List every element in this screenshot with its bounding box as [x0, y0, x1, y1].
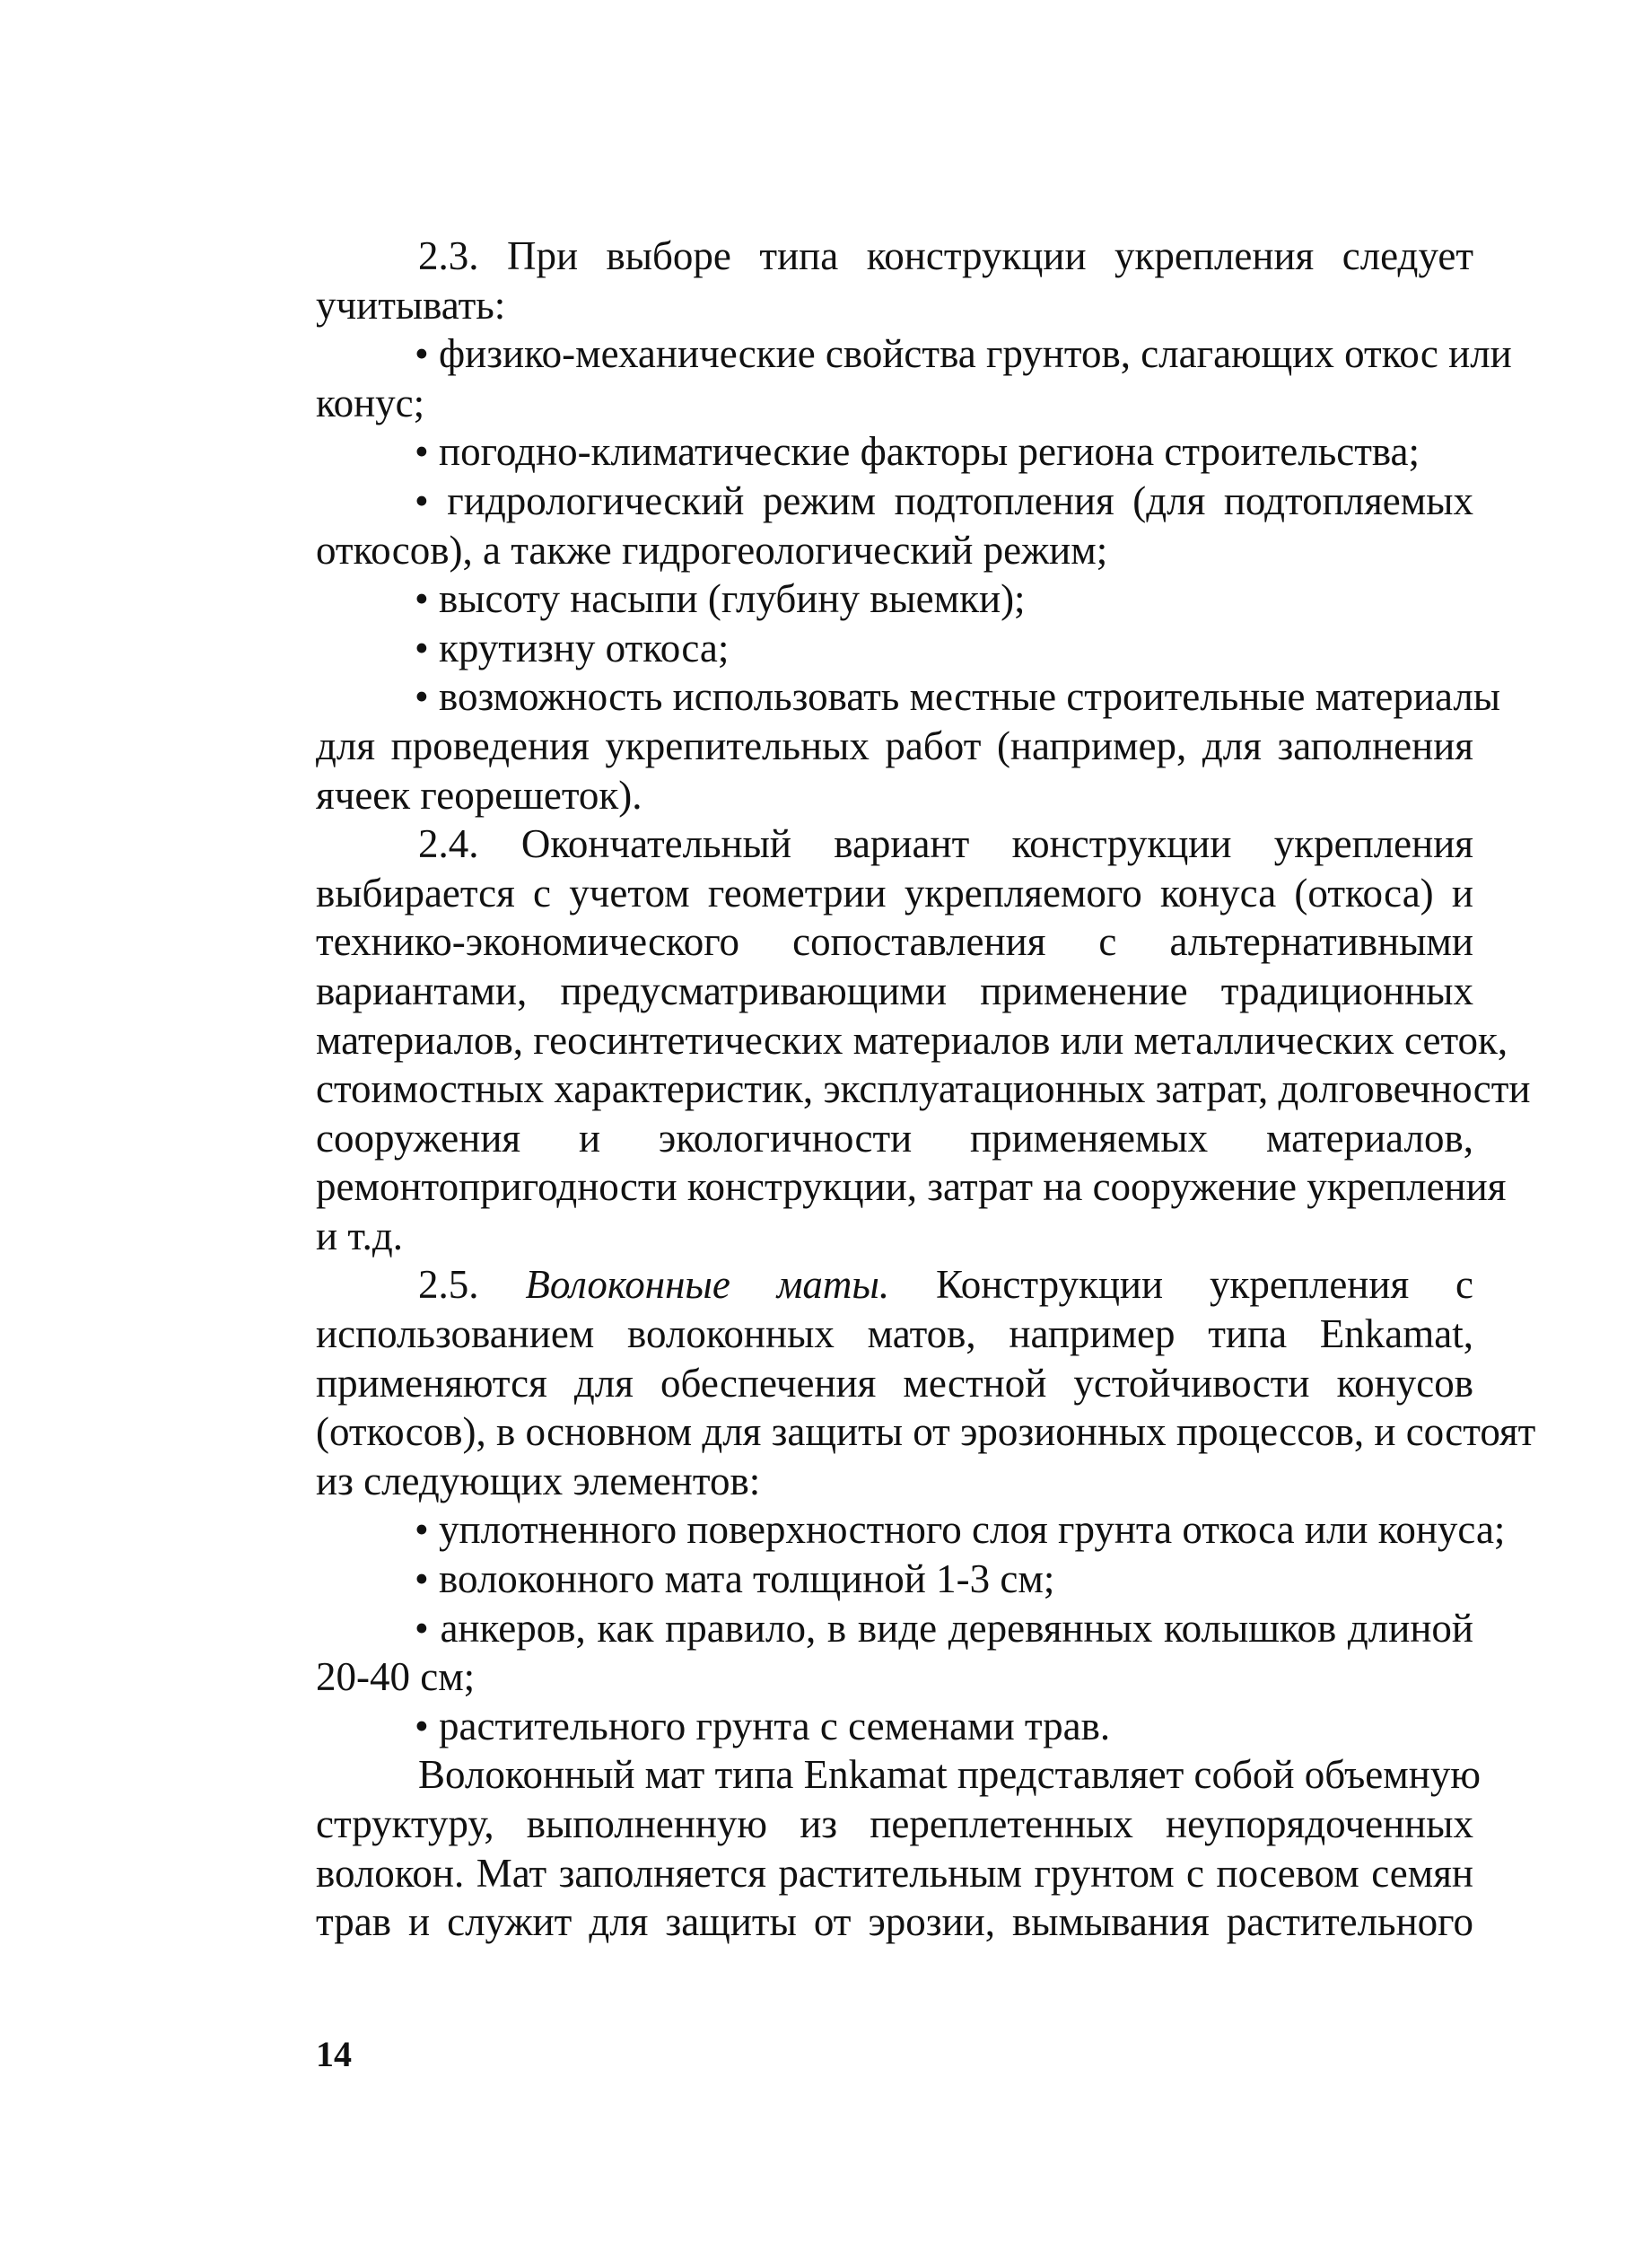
paragraph-2-3 — [316, 232, 1473, 329]
page-body — [316, 232, 1536, 1947]
list-item: • крутизну откоса; — [415, 625, 730, 670]
text-line: для проведения укрепительных работ (например, для заполнения — [316, 723, 1473, 768]
text-line — [316, 1260, 1473, 1310]
text-line: ремонтопригодности конструкции, затрат на сооружение укрепления — [316, 1164, 1507, 1210]
list-item: • уплотненного поверхностного слоя грунта откоса или конуса; — [415, 1507, 1506, 1553]
text-line: сооружения и экологичности применяемых материалов, — [316, 1115, 1473, 1161]
list-item: • высоту насыпи (глубину выемки); — [415, 576, 1026, 622]
bullet-list-2-5 — [316, 1505, 1506, 1750]
page-number: 14 — [316, 2034, 352, 2074]
text-fragment: Конструкции укрепления с — [936, 1262, 1474, 1308]
text-line: из следующих элементов: — [316, 1458, 761, 1503]
text-line: учитывать: — [316, 282, 506, 328]
list-item: • волоконного мата толщиной 1-3 см; — [415, 1556, 1055, 1602]
section-number: 2.5. — [418, 1262, 479, 1308]
text-line: технико-экономического сопоставления с альтернативными — [316, 919, 1473, 965]
list-item: • растительного грунта с семенами трав. — [415, 1703, 1111, 1748]
text-line: применяются для обеспечения местной устойчивости конусов — [316, 1360, 1473, 1406]
text-line: выбирается с учетом геометрии укрепляемого конуса (откоса) и — [316, 870, 1473, 916]
text-line: (откосов), в основном для защиты от эрозионных процессов, и состоят — [316, 1409, 1536, 1455]
paragraph-enkamat — [316, 1750, 1481, 1946]
text-line: ячеек георешеток). — [316, 772, 642, 818]
section-heading: Волоконные маты. — [525, 1262, 890, 1308]
paragraph-2-4 — [316, 819, 1531, 1260]
list-item: • анкеров, как правило, в виде деревянных колышков длиной — [415, 1605, 1473, 1651]
text-line: трав и служит для защиты от эрозии, вымывания растительного — [316, 1899, 1473, 1945]
text-line: материалов, геосинтетических материалов или металлических сеток, — [316, 1017, 1508, 1063]
text-line: структуру, выполненную из переплетенных неупорядоченных — [316, 1801, 1473, 1846]
text-line: использованием волоконных матов, например типа Enkamat, — [316, 1311, 1473, 1357]
list-item: • гидрологический режим подтопления (для подтопляемых — [415, 478, 1473, 523]
paragraph-2-5 — [316, 1260, 1536, 1505]
text-line: 20-40 см; — [316, 1654, 476, 1700]
text-line: 2.4. Окончательный вариант конструкции укрепления — [418, 821, 1473, 867]
text-line: конус; — [316, 380, 425, 425]
list-item: • погодно-климатические факторы региона строительства; — [415, 429, 1420, 475]
text-line: и т.д. — [316, 1213, 404, 1258]
text-line: 2.3. При выборе типа конструкции укрепления следует — [418, 233, 1473, 278]
text-line: вариантами, предусматривающими применение традиционных — [316, 968, 1473, 1013]
text-line: откосов), а также гидрогеологический режим; — [316, 527, 1108, 573]
bullet-list-2-3 — [316, 329, 1512, 819]
list-item: • физико-механические свойства грунтов, слагающих откос или — [415, 331, 1512, 377]
list-item: • возможность использовать местные строительные материалы — [415, 674, 1501, 720]
text-line: Волоконный мат типа Enkamat представляет собой объемную — [418, 1752, 1481, 1798]
text-line: волокон. Мат заполняется растительным грунтом с посевом семян — [316, 1850, 1473, 1896]
text-line: стоимостных характеристик, эксплуатационных затрат, долговечности — [316, 1066, 1531, 1112]
